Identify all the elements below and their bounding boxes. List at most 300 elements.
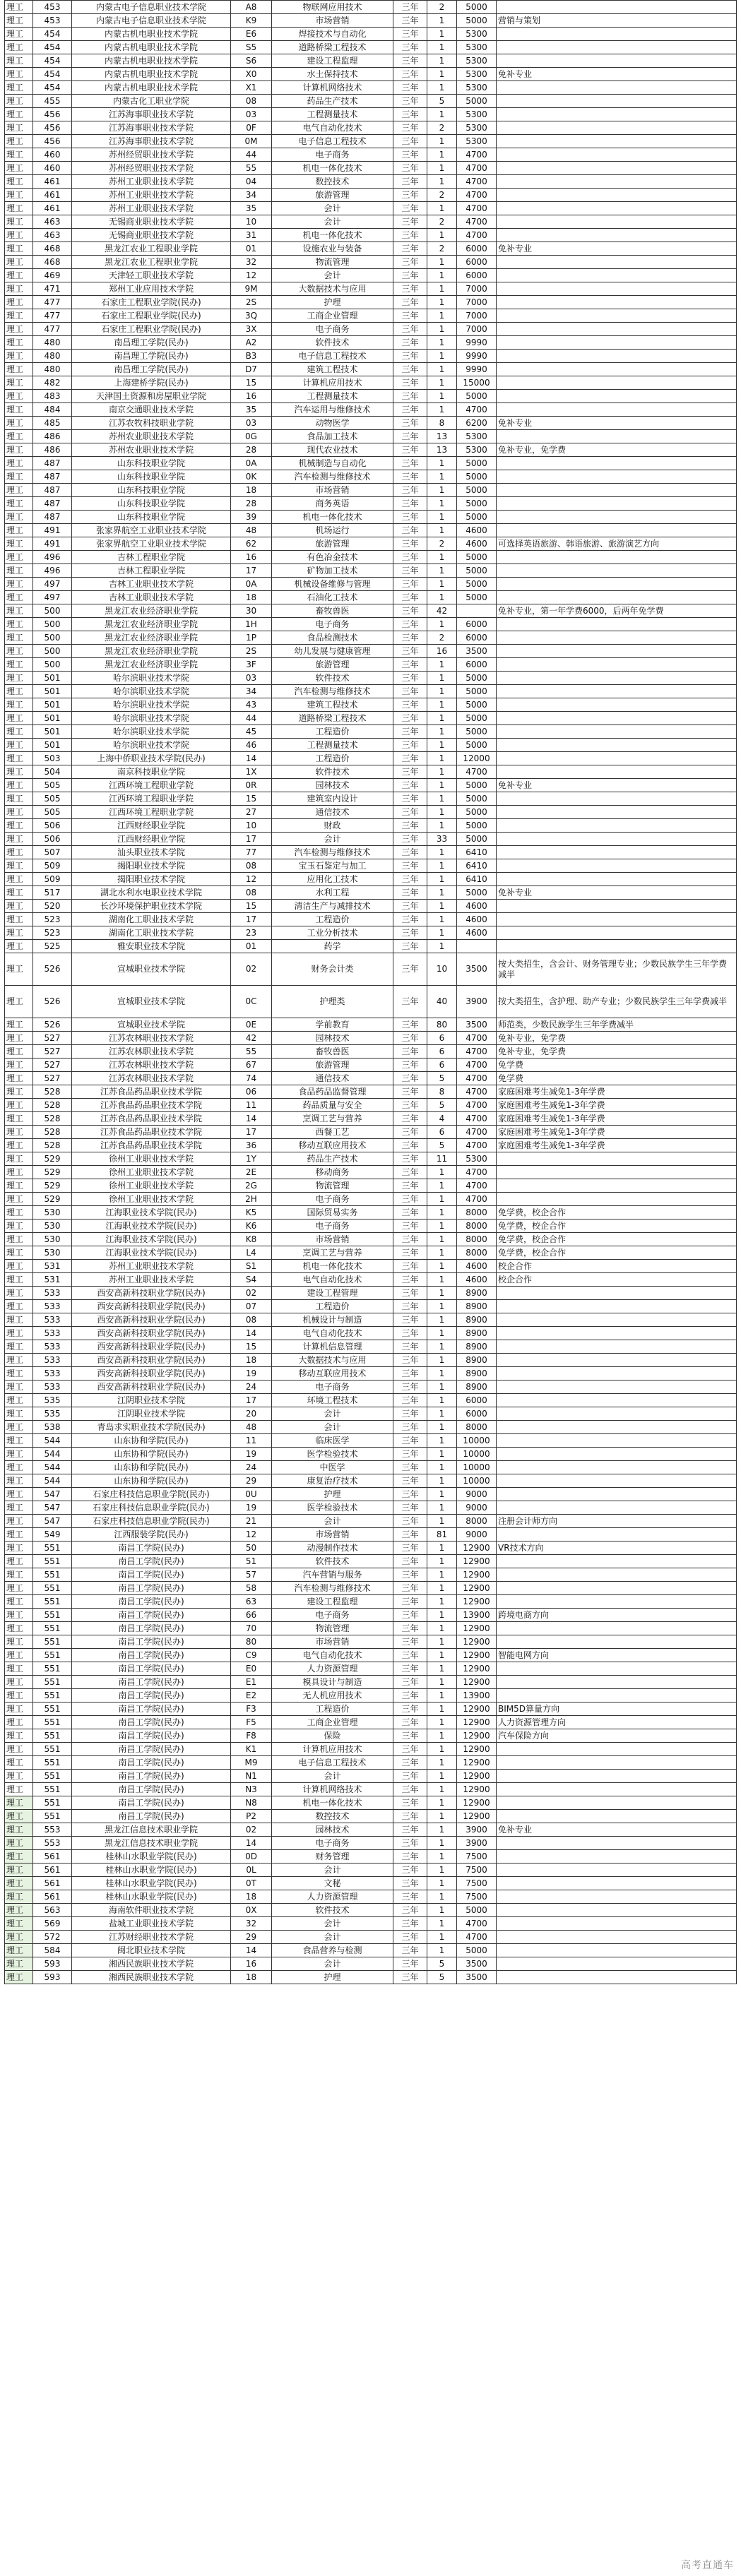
school-name-cell: 吉林工程职业学院 (72, 564, 231, 578)
major-name-cell: 会计 (272, 1864, 393, 1877)
school-name-cell: 江海职业技术学院(民办) (72, 1246, 231, 1260)
table-row (5, 282, 737, 296)
quota-cell: 1 (427, 1716, 457, 1729)
subject-cell: 理工 (5, 28, 33, 41)
remarks-cell (497, 1367, 737, 1381)
duration-cell: 三年 (393, 1501, 427, 1515)
major-code-cell: 9M (231, 282, 272, 296)
school-code-cell: 535 (33, 1407, 72, 1421)
school-name-cell: 西安高新科技职业学院(民办) (72, 1381, 231, 1394)
table-row (5, 1649, 737, 1662)
school-name-cell: 江苏食品药品职业技术学院 (72, 1139, 231, 1152)
tuition-cell: 8000 (457, 1515, 497, 1528)
duration-cell: 三年 (393, 953, 427, 986)
remarks-cell: 免学费，校企合作 (497, 1233, 737, 1246)
school-code-cell: 486 (33, 430, 72, 443)
quota-cell: 10 (427, 953, 457, 986)
tuition-cell: 8900 (457, 1300, 497, 1313)
major-code-cell: 2G (231, 1179, 272, 1193)
subject-cell: 理工 (5, 1649, 33, 1662)
school-name-cell: 黑龙江农业工程职业学院 (72, 242, 231, 256)
quota-cell: 1 (427, 1488, 457, 1501)
school-code-cell: 529 (33, 1166, 72, 1179)
table-row (5, 175, 737, 189)
subject-cell: 理工 (5, 1421, 33, 1434)
tuition-cell: 6410 (457, 873, 497, 886)
duration-cell: 三年 (393, 685, 427, 698)
subject-cell: 理工 (5, 1327, 33, 1340)
quota-cell: 1 (427, 792, 457, 806)
school-name-cell: 江苏食品药品职业技术学院 (72, 1112, 231, 1126)
subject-cell: 理工 (5, 833, 33, 846)
subject-cell: 理工 (5, 296, 33, 309)
tuition-cell: 4700 (457, 1931, 497, 1944)
remarks-cell (497, 1944, 737, 1957)
table-row (5, 1662, 737, 1676)
subject-cell: 理工 (5, 618, 33, 631)
remarks-cell: 免补专业 (497, 886, 737, 900)
school-name-cell: 苏州工业职业技术学院 (72, 1273, 231, 1287)
school-code-cell: 551 (33, 1689, 72, 1703)
remarks-cell (497, 1676, 737, 1689)
tuition-cell: 5000 (457, 792, 497, 806)
table-row (5, 54, 737, 68)
tuition-cell: 5300 (457, 41, 497, 54)
table-row (5, 390, 737, 403)
major-name-cell: 汽车营销与服务 (272, 1568, 393, 1582)
remarks-cell (497, 1327, 737, 1340)
school-code-cell: 528 (33, 1139, 72, 1152)
major-code-cell: 57 (231, 1568, 272, 1582)
quota-cell: 1 (427, 162, 457, 175)
major-code-cell: 42 (231, 1032, 272, 1045)
table-row (5, 1957, 737, 1971)
duration-cell: 三年 (393, 1059, 427, 1072)
major-name-cell: 会计 (272, 1957, 393, 1971)
quota-cell: 1 (427, 1193, 457, 1206)
major-name-cell: 会计 (272, 1407, 393, 1421)
remarks-cell (497, 350, 737, 363)
table-row (5, 833, 737, 846)
major-code-cell: 14 (231, 1327, 272, 1340)
major-name-cell: 焊接技术与自动化 (272, 28, 393, 41)
table-row (5, 68, 737, 81)
table-row (5, 350, 737, 363)
major-code-cell: 77 (231, 846, 272, 859)
subject-cell: 理工 (5, 551, 33, 564)
tuition-cell: 4700 (457, 215, 497, 229)
school-code-cell: 533 (33, 1300, 72, 1313)
major-code-cell: 1P (231, 631, 272, 645)
quota-cell: 1 (427, 1287, 457, 1300)
duration-cell: 三年 (393, 1313, 427, 1327)
major-code-cell: K6 (231, 1220, 272, 1233)
school-code-cell: 551 (33, 1716, 72, 1729)
school-name-cell: 江苏海事职业技术学院 (72, 135, 231, 148)
major-code-cell: 0M (231, 135, 272, 148)
quota-cell: 1 (427, 1300, 457, 1313)
major-name-cell: 工程造价 (272, 725, 393, 739)
subject-cell: 理工 (5, 1488, 33, 1501)
quota-cell: 1 (427, 1662, 457, 1676)
school-name-cell: 桂林山水职业学院(民办) (72, 1877, 231, 1890)
tuition-cell: 4600 (457, 524, 497, 537)
school-code-cell: 547 (33, 1501, 72, 1515)
tuition-cell: 12900 (457, 1676, 497, 1689)
table-row (5, 162, 737, 175)
subject-cell: 理工 (5, 1676, 33, 1689)
subject-cell: 理工 (5, 1716, 33, 1729)
tuition-cell: 10000 (457, 1434, 497, 1448)
remarks-cell (497, 1890, 737, 1904)
school-name-cell: 桂林山水职业学院(民办) (72, 1890, 231, 1904)
school-name-cell: 黑龙江农业经济职业学院 (72, 645, 231, 658)
major-name-cell: 会计 (272, 1931, 393, 1944)
major-code-cell: 16 (231, 551, 272, 564)
school-code-cell: 491 (33, 524, 72, 537)
duration-cell: 三年 (393, 1166, 427, 1179)
subject-cell: 理工 (5, 215, 33, 229)
school-name-cell: 湖南化工职业技术学院 (72, 926, 231, 940)
quota-cell: 1 (427, 1622, 457, 1635)
major-name-cell: 会计 (272, 269, 393, 282)
quota-cell: 1 (427, 1260, 457, 1273)
major-code-cell: 15 (231, 376, 272, 390)
table-row (5, 1287, 737, 1300)
school-code-cell: 456 (33, 108, 72, 121)
quota-cell: 1 (427, 1837, 457, 1850)
major-code-cell: 15 (231, 792, 272, 806)
major-code-cell: 29 (231, 1931, 272, 1944)
school-name-cell: 江苏农林职业技术学院 (72, 1072, 231, 1085)
school-name-cell: 吉林工程职业学院 (72, 551, 231, 564)
subject-cell: 理工 (5, 1783, 33, 1796)
major-name-cell: 食品药品监督管理 (272, 1085, 393, 1099)
school-code-cell: 506 (33, 819, 72, 833)
tuition-cell: 7000 (457, 296, 497, 309)
major-code-cell: 06 (231, 1085, 272, 1099)
tuition-cell: 8900 (457, 1287, 497, 1300)
major-name-cell: 电子商务 (272, 1193, 393, 1206)
tuition-cell: 5000 (457, 819, 497, 833)
subject-cell: 理工 (5, 859, 33, 873)
major-code-cell: 2S (231, 645, 272, 658)
school-code-cell: 500 (33, 631, 72, 645)
major-code-cell: 17 (231, 913, 272, 926)
subject-cell: 理工 (5, 1206, 33, 1220)
school-code-cell: 527 (33, 1032, 72, 1045)
remarks-cell (497, 403, 737, 417)
major-name-cell: 烹调工艺与营养 (272, 1112, 393, 1126)
school-code-cell: 533 (33, 1327, 72, 1340)
duration-cell: 三年 (393, 162, 427, 175)
remarks-cell (497, 121, 737, 135)
major-name-cell: 电子商务 (272, 618, 393, 631)
school-name-cell: 江西环境工程职业学院 (72, 792, 231, 806)
major-code-cell: 12 (231, 1528, 272, 1542)
school-code-cell: 561 (33, 1877, 72, 1890)
quota-cell: 1 (427, 1354, 457, 1367)
major-name-cell: 旅游管理 (272, 537, 393, 551)
school-code-cell: 487 (33, 484, 72, 497)
duration-cell: 三年 (393, 1703, 427, 1716)
school-code-cell: 551 (33, 1756, 72, 1770)
school-code-cell: 551 (33, 1542, 72, 1555)
remarks-cell (497, 645, 737, 658)
table-row (5, 739, 737, 752)
major-name-cell: 市场营销 (272, 1528, 393, 1542)
school-code-cell: 527 (33, 1045, 72, 1059)
table-row (5, 1729, 737, 1743)
major-code-cell: 02 (231, 1287, 272, 1300)
subject-cell: 理工 (5, 1837, 33, 1850)
quota-cell: 2 (427, 242, 457, 256)
major-code-cell: 0C (231, 986, 272, 1018)
tuition-cell: 5000 (457, 14, 497, 28)
major-name-cell: 电子信息工程技术 (272, 1756, 393, 1770)
remarks-cell (497, 1340, 737, 1354)
school-name-cell: 内蒙古化工职业学院 (72, 95, 231, 108)
tuition-cell: 12900 (457, 1716, 497, 1729)
table-row (5, 1072, 737, 1085)
subject-cell: 理工 (5, 1059, 33, 1072)
table-row (5, 403, 737, 417)
school-name-cell: 南昌工学院(民办) (72, 1689, 231, 1703)
school-code-cell: 551 (33, 1796, 72, 1810)
school-code-cell: 538 (33, 1421, 72, 1434)
subject-cell: 理工 (5, 1796, 33, 1810)
quota-cell: 1 (427, 390, 457, 403)
major-code-cell: 67 (231, 1059, 272, 1072)
school-code-cell: 480 (33, 336, 72, 350)
major-name-cell: 会计 (272, 833, 393, 846)
quota-cell: 6 (427, 1032, 457, 1045)
table-row (5, 1609, 737, 1622)
major-code-cell: N3 (231, 1783, 272, 1796)
tuition-cell: 5300 (457, 54, 497, 68)
tuition-cell: 5300 (457, 1152, 497, 1166)
table-row (5, 1273, 737, 1287)
tuition-cell: 5300 (457, 443, 497, 457)
subject-cell: 理工 (5, 14, 33, 28)
tuition-cell: 8900 (457, 1327, 497, 1340)
subject-cell: 理工 (5, 282, 33, 296)
table-row (5, 551, 737, 564)
table-row (5, 1810, 737, 1823)
subject-cell: 理工 (5, 376, 33, 390)
table-row (5, 986, 737, 1018)
table-row (5, 618, 737, 631)
duration-cell: 三年 (393, 1045, 427, 1059)
tuition-cell: 5000 (457, 390, 497, 403)
major-code-cell: 11 (231, 1434, 272, 1448)
major-code-cell: 70 (231, 1622, 272, 1635)
tuition-cell: 4700 (457, 1179, 497, 1193)
school-name-cell: 内蒙古电子信息职业技术学院 (72, 14, 231, 28)
remarks-cell: 免补专业，免学费 (497, 1045, 737, 1059)
duration-cell: 三年 (393, 1273, 427, 1287)
remarks-cell: 家庭困难考生减免1-3年学费 (497, 1126, 737, 1139)
major-code-cell: C9 (231, 1649, 272, 1662)
major-name-cell: 食品营养与检测 (272, 1944, 393, 1957)
school-name-cell: 西安高新科技职业学院(民办) (72, 1300, 231, 1313)
table-row (5, 1904, 737, 1917)
school-code-cell: 509 (33, 859, 72, 873)
table-row (5, 1166, 737, 1179)
duration-cell: 三年 (393, 658, 427, 672)
table-row (5, 1179, 737, 1193)
duration-cell: 三年 (393, 1931, 427, 1944)
major-code-cell: 0R (231, 779, 272, 792)
subject-cell: 理工 (5, 1246, 33, 1260)
subject-cell: 理工 (5, 792, 33, 806)
school-name-cell: 山东科技职业学院 (72, 497, 231, 511)
duration-cell: 三年 (393, 1327, 427, 1340)
duration-cell: 三年 (393, 148, 427, 162)
remarks-cell (497, 524, 737, 537)
major-name-cell: 建设工程监理 (272, 54, 393, 68)
quota-cell: 1 (427, 1783, 457, 1796)
quota-cell: 1 (427, 484, 457, 497)
remarks-cell: 校企合作 (497, 1260, 737, 1273)
major-code-cell: 17 (231, 833, 272, 846)
major-name-cell: 会计 (272, 202, 393, 215)
major-name-cell: 学前教育 (272, 1018, 393, 1032)
quota-cell: 1 (427, 14, 457, 28)
remarks-cell: 师范类，少数民族学生三年学费减半 (497, 1018, 737, 1032)
table-row (5, 792, 737, 806)
major-code-cell: 01 (231, 940, 272, 953)
subject-cell: 理工 (5, 1448, 33, 1461)
duration-cell: 三年 (393, 1233, 427, 1246)
tuition-cell: 7500 (457, 1864, 497, 1877)
quota-cell: 5 (427, 1957, 457, 1971)
major-name-cell: 旅游管理 (272, 189, 393, 202)
subject-cell: 理工 (5, 1810, 33, 1823)
tuition-cell: 6000 (457, 269, 497, 282)
school-code-cell: 551 (33, 1555, 72, 1568)
major-code-cell: F5 (231, 1716, 272, 1729)
school-code-cell: 551 (33, 1595, 72, 1609)
table-row (5, 95, 737, 108)
table-row (5, 1582, 737, 1595)
school-name-cell: 徐州工业职业技术学院 (72, 1152, 231, 1166)
school-name-cell: 内蒙古机电职业技术学院 (72, 54, 231, 68)
remarks-cell: 免学费，校企合作 (497, 1246, 737, 1260)
remarks-cell (497, 162, 737, 175)
quota-cell: 1 (427, 336, 457, 350)
major-code-cell: 32 (231, 1917, 272, 1931)
school-name-cell: 哈尔滨职业技术学院 (72, 712, 231, 725)
major-name-cell: 电气自动化技术 (272, 1273, 393, 1287)
table-row (5, 1931, 737, 1944)
quota-cell: 1 (427, 739, 457, 752)
major-code-cell: 10 (231, 819, 272, 833)
remarks-cell (497, 256, 737, 269)
subject-cell: 理工 (5, 739, 33, 752)
major-code-cell: 18 (231, 484, 272, 497)
school-name-cell: 苏州经贸职业技术学院 (72, 162, 231, 175)
major-name-cell: 电气自动化技术 (272, 121, 393, 135)
remarks-cell (497, 497, 737, 511)
remarks-cell: 营销与策划 (497, 14, 737, 28)
duration-cell: 三年 (393, 1877, 427, 1890)
major-code-cell: 0U (231, 1488, 272, 1501)
school-name-cell: 江苏食品药品职业技术学院 (72, 1126, 231, 1139)
school-name-cell: 江苏农林职业技术学院 (72, 1045, 231, 1059)
quota-cell: 1 (427, 1931, 457, 1944)
school-code-cell: 500 (33, 658, 72, 672)
school-code-cell: 468 (33, 256, 72, 269)
table-row (5, 1823, 737, 1837)
subject-cell: 理工 (5, 1340, 33, 1354)
tuition-cell: 8000 (457, 1206, 497, 1220)
table-row (5, 443, 737, 457)
subject-cell: 理工 (5, 564, 33, 578)
tuition-cell: 5300 (457, 108, 497, 121)
school-code-cell: 547 (33, 1488, 72, 1501)
remarks-cell (497, 511, 737, 524)
table-row (5, 859, 737, 873)
table-row (5, 1837, 737, 1850)
major-code-cell: 55 (231, 162, 272, 175)
school-name-cell: 汕头职业技术学院 (72, 846, 231, 859)
school-name-cell: 山东科技职业学院 (72, 457, 231, 470)
major-name-cell: 人力资源管理 (272, 1662, 393, 1676)
table-row (5, 1059, 737, 1072)
duration-cell: 三年 (393, 765, 427, 779)
remarks-cell: 免学费，校企合作 (497, 1206, 737, 1220)
admission-plan-sheet (4, 0, 736, 2551)
remarks-cell (497, 1971, 737, 1984)
tuition-cell (457, 940, 497, 953)
quota-cell: 1 (427, 913, 457, 926)
subject-cell: 理工 (5, 672, 33, 685)
major-name-cell: 市场营销 (272, 14, 393, 28)
remarks-cell (497, 189, 737, 202)
remarks-cell (497, 484, 737, 497)
subject-cell: 理工 (5, 1662, 33, 1676)
school-code-cell: 461 (33, 189, 72, 202)
major-name-cell: 会计 (272, 1917, 393, 1931)
table-row (5, 1367, 737, 1381)
subject-cell: 理工 (5, 1260, 33, 1273)
duration-cell: 三年 (393, 350, 427, 363)
remarks-cell (497, 1850, 737, 1864)
school-name-cell: 石家庄工程职业学院(民办) (72, 296, 231, 309)
school-name-cell: 山东科技职业学院 (72, 470, 231, 484)
school-name-cell: 哈尔滨职业技术学院 (72, 685, 231, 698)
remarks-cell (497, 765, 737, 779)
table-row (5, 900, 737, 913)
duration-cell: 三年 (393, 1246, 427, 1260)
table-row (5, 1676, 737, 1689)
subject-cell: 理工 (5, 135, 33, 148)
table-row (5, 1743, 737, 1756)
tuition-cell: 6000 (457, 242, 497, 256)
major-code-cell: 16 (231, 1957, 272, 1971)
table-row (5, 1099, 737, 1112)
major-name-cell: 大数据技术与应用 (272, 1354, 393, 1367)
remarks-cell (497, 336, 737, 350)
tuition-cell: 5300 (457, 430, 497, 443)
major-name-cell: 电子商务 (272, 1837, 393, 1850)
major-code-cell: S1 (231, 1260, 272, 1273)
major-code-cell: 19 (231, 1501, 272, 1515)
major-code-cell: 0G (231, 430, 272, 443)
quota-cell: 1 (427, 175, 457, 189)
major-name-cell: 电子信息工程技术 (272, 350, 393, 363)
